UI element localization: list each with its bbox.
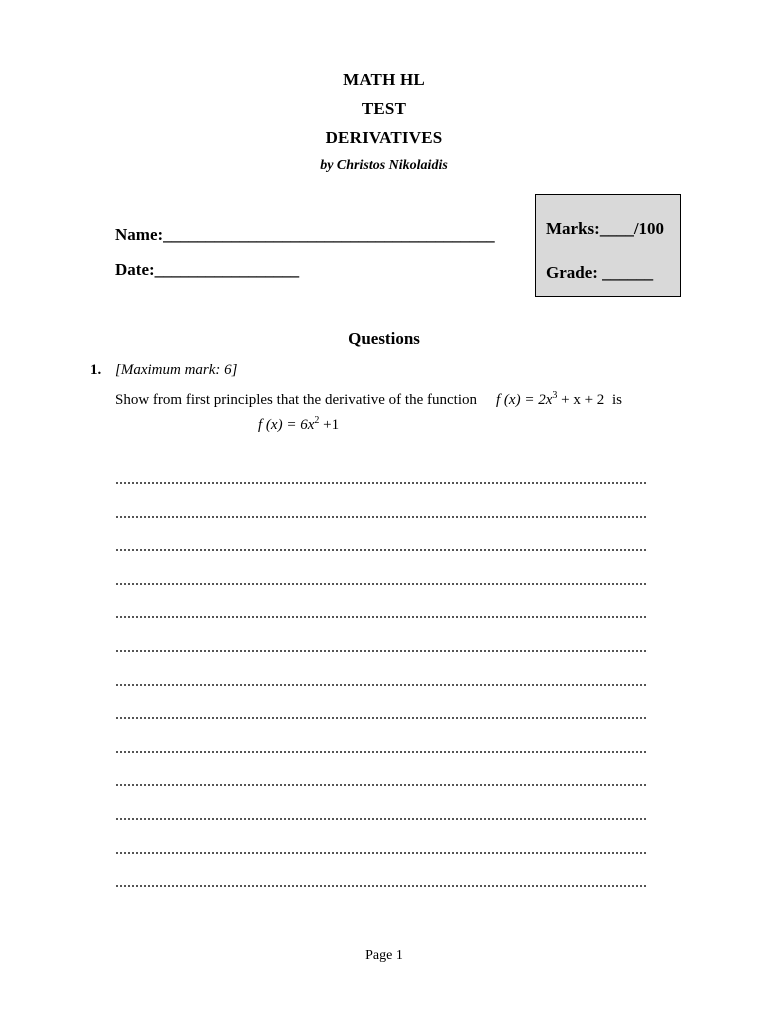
function-exponent: 3: [552, 390, 558, 401]
date-field[interactable]: Date:_________________: [115, 260, 300, 279]
function-lhs: f (x) = 2x: [496, 392, 553, 408]
question-number: 1.: [90, 362, 102, 378]
answer-line[interactable]: [116, 684, 646, 686]
answer-line[interactable]: [116, 650, 646, 652]
name-field[interactable]: Name:_______________________________________: [115, 225, 495, 244]
page-number: Page 1: [365, 948, 403, 963]
answer-line[interactable]: [116, 616, 646, 618]
derivative-lhs: f (x) = 6x: [258, 417, 315, 433]
answer-line[interactable]: [116, 852, 646, 854]
question-max-mark: [Maximum mark: 6]: [115, 362, 238, 378]
question-text: Show from first principles that the derivative of the function: [115, 392, 477, 408]
answer-line[interactable]: [116, 784, 646, 786]
answer-line[interactable]: [116, 583, 646, 585]
answer-line[interactable]: [116, 751, 646, 753]
answer-line[interactable]: [116, 717, 646, 719]
answer-line[interactable]: [116, 885, 646, 887]
derivative-formula: [258, 417, 339, 434]
questions-heading: Questions: [348, 329, 420, 348]
test-type-title: TEST: [361, 99, 407, 118]
marks-field: Marks:____/100: [546, 219, 665, 238]
test-topic-title: DERIVATIVES: [325, 128, 443, 147]
grade-field: Grade: ______: [546, 263, 654, 282]
test-subject-title: MATH HL: [343, 70, 425, 89]
question-text-end: is: [612, 392, 623, 408]
marks-grade-box: [535, 194, 681, 297]
answer-line[interactable]: [116, 549, 646, 551]
derivative-exponent: 2: [314, 415, 320, 426]
derivative-rest: +1: [319, 417, 340, 433]
answer-line[interactable]: [116, 818, 646, 820]
function-formula: [496, 392, 604, 409]
answer-line[interactable]: [116, 482, 646, 484]
function-rest: + x + 2: [557, 392, 605, 408]
author-line: by Christos Nikolaidis: [320, 158, 448, 173]
answer-line[interactable]: [116, 516, 646, 518]
